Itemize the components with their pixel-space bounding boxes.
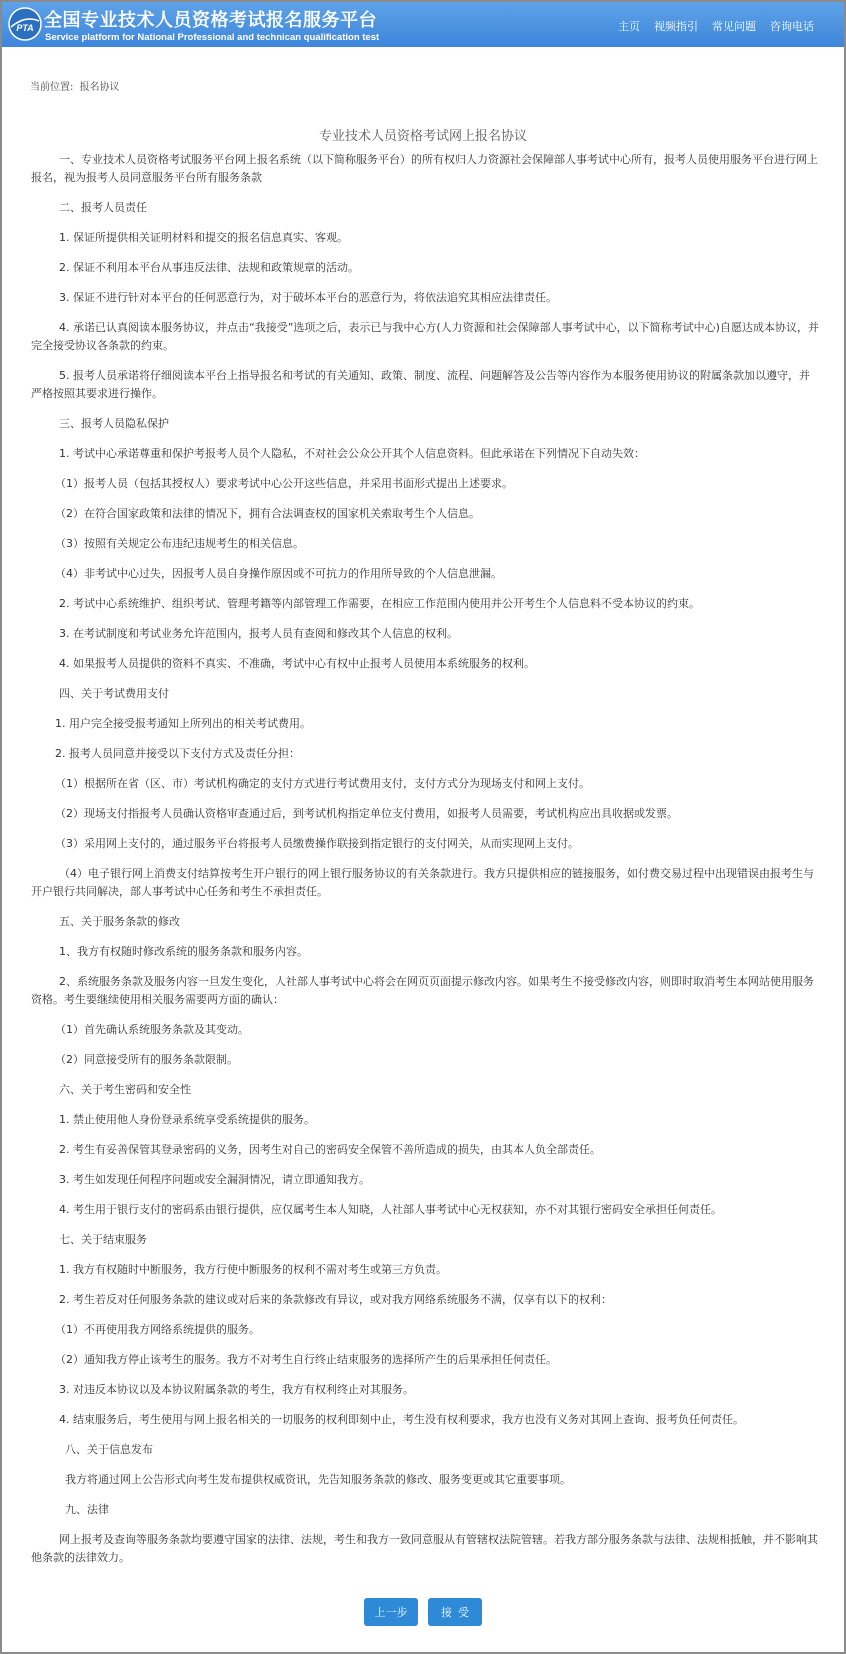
agreement-paragraph: （2）在符合国家政策和法律的情况下，拥有合法调查权的国家机关索取考生个人信息。 bbox=[55, 507, 480, 520]
breadcrumb-current: 报名协议 bbox=[79, 82, 120, 93]
breadcrumb bbox=[30, 78, 120, 93]
agreement-paragraph: 2. 保证不利用本平台从事违反法律、法规和政策规章的活动。 bbox=[59, 261, 359, 274]
action-buttons bbox=[2, 1598, 844, 1626]
agreement-paragraph: （4）电子银行网上消费支付结算按考生开户银行的网上银行服务协议的有关条款进行。我方只提供相应的链接服务，如付费交易过程中出现错误由报考生与开户银行共同解决，部人事考试中心任务和考生不承担责任。 bbox=[31, 867, 814, 898]
nav-faq[interactable]: 常见问题 bbox=[712, 20, 756, 33]
agreement-paragraph: 1. 禁止使用他人身份登录系统享受系统提供的服务。 bbox=[59, 1113, 315, 1126]
agreement-paragraph: 2. 考试中心系统维护、组织考试、管理考籍等内部管理工作需要，在相应工作范围内使用并公开考生个人信息料不受本协议的约束。 bbox=[59, 597, 700, 610]
agreement-paragraph: 1. 保证所提供相关证明材料和提交的报名信息真实、客观。 bbox=[59, 231, 348, 244]
agreement-paragraph: （3）采用网上支付的，通过服务平台将报考人员缴费操作联接到指定银行的支付网关，从而实现网上支付。 bbox=[55, 837, 579, 850]
agreement-paragraph: 1、我方有权随时修改系统的服务条款和服务内容。 bbox=[59, 945, 308, 958]
agreement-paragraph: 3. 考生如发现任何程序问题或安全漏洞情况，请立即通知我方。 bbox=[59, 1173, 370, 1186]
agreement-paragraph: （2）同意接受所有的服务条款限制。 bbox=[55, 1053, 238, 1066]
agreement-paragraph: （1）首先确认系统服务条款及其变动。 bbox=[55, 1023, 249, 1036]
section-heading: 二、报考人员责任 bbox=[59, 201, 147, 214]
agreement-paragraph: （1）不再使用我方网络系统提供的服务。 bbox=[55, 1323, 260, 1336]
agreement-paragraph: （4）非考试中心过失，因报考人员自身操作原因或不可抗力的作用所导致的个人信息泄漏。 bbox=[55, 567, 502, 580]
agreement-paragraph: 1. 考试中心承诺尊重和保护考报考人员个人隐私，不对社会公众公开其个人信息资料。但此承诺在下列情况下自动失效： bbox=[59, 447, 645, 460]
site-title: 全国专业技术人员资格考试报名服务平台 bbox=[44, 10, 377, 31]
agreement-paragraph: 3. 在考试制度和考试业务允许范围内，报考人员有查阅和修改其个人信息的权利。 bbox=[59, 627, 458, 640]
agreement-paragraph: 2. 报考人员同意并接受以下支付方式及责任分担： bbox=[55, 747, 300, 760]
agreement-paragraph: 我方将通过网上公告形式向考生发布提供权威资讯，先告知服务条款的修改、服务变更或其它重要事项。 bbox=[65, 1473, 571, 1486]
agreement-paragraph: 4. 如果报考人员提供的资料不真实、不准确，考试中心有权中止报考人员使用本系统服务的权利。 bbox=[59, 657, 535, 670]
agreement-paragraph: （3）按照有关规定公布违纪违规考生的相关信息。 bbox=[55, 537, 304, 550]
section-heading: 三、报考人员隐私保护 bbox=[59, 417, 169, 430]
agreement-paragraph: 4. 结束服务后，考生使用与网上报名相关的一切服务的权利即刻中止，考生没有权利要求，我方也没有义务对其网上查询、报考负任何责任。 bbox=[59, 1413, 744, 1426]
agreement-title: 专业技术人员资格考试网上报名协议 bbox=[318, 129, 527, 144]
breadcrumb-label: 当前位置: bbox=[30, 82, 74, 93]
accept-button[interactable]: 接受 bbox=[428, 1598, 482, 1626]
site-subtitle: Service platform for National Professional and technican qualification test bbox=[45, 32, 380, 43]
agreement-paragraph: 2. 考生若反对任何服务条款的建议或对后来的条款修改有异议，或对我方网络系统服务不满，仅享有以下的权利： bbox=[59, 1293, 612, 1306]
section-heading: 八、关于信息发布 bbox=[65, 1443, 153, 1456]
section-heading: 四、关于考试费用支付 bbox=[59, 687, 169, 700]
top-nav bbox=[618, 18, 814, 34]
nav-home[interactable]: 主页 bbox=[618, 20, 640, 33]
site-header bbox=[2, 2, 844, 47]
nav-video-guide[interactable]: 视频指引 bbox=[654, 20, 698, 33]
agreement-paragraph: （2）通知我方停止该考生的服务。我方不对考生自行终止结束服务的选择所产生的后果承担任何责任。 bbox=[55, 1353, 557, 1366]
agreement-paragraph: 1. 我方有权随时中断服务，我方行使中断服务的权利不需对考生或第三方负责。 bbox=[59, 1263, 447, 1276]
agreement-paragraph: 2、系统服务条款及服务内容一旦发生变化，人社部人事考试中心将会在网页页面提示修改内容。如果考生不接受修改内容，则即时取消考生本网站使用服务资格。考生要继续使用相关服务需要两方面的确认： bbox=[31, 975, 814, 1006]
section-heading: 五、关于服务条款的修改 bbox=[59, 915, 180, 928]
pta-logo-icon bbox=[8, 7, 42, 41]
agreement-paragraph: （1）报考人员（包括其授权人）要求考试中心公开这些信息，并采用书面形式提出上述要求。 bbox=[55, 477, 513, 490]
nav-hotline[interactable]: 咨询电话 bbox=[770, 20, 814, 33]
prev-step-button[interactable]: 上一步 bbox=[364, 1598, 418, 1626]
section-heading: 六、关于考生密码和安全性 bbox=[59, 1083, 191, 1096]
agreement-paragraph: （1）根据所在省（区、市）考试机构确定的支付方式进行考试费用支付，支付方式分为现场支付和网上支付。 bbox=[55, 777, 590, 790]
agreement-paragraph: 一、专业技术人员资格考试服务平台网上报名系统（以下简称服务平台）的所有权归人力资源社会保障部人事考试中心所有，报考人员使用服务平台进行网上报名，视为报考人员同意服务平台所有服务条款 bbox=[31, 153, 818, 184]
section-heading: 九、法律 bbox=[65, 1503, 109, 1516]
agreement-paragraph: 2. 考生有妥善保管其登录密码的义务，因考生对自己的密码安全保管不善所造成的损失，由其本人负全部责任。 bbox=[59, 1143, 601, 1156]
logo-text: PTA bbox=[16, 23, 34, 33]
agreement-paragraph: 3. 保证不进行针对本平台的任何恶意行为，对于破坏本平台的恶意行为，将依法追究其相应法律责任。 bbox=[59, 291, 557, 304]
agreement-paragraph: 网上报考及查询等服务条款均要遵守国家的法律、法规，考生和我方一致同意服从有管辖权法院管辖。若我方部分服务条款与法律、法规相抵触，并不影响其他条款的法律效力。 bbox=[31, 1533, 818, 1564]
agreement-paragraph: 4. 承诺已认真阅读本服务协议，并点击“我接受”选项之后，表示已与我中心方(人力资源和社会保障部人事考试中心，以下简称考试中心)自愿达成本协议，并完全接受协议各条款的约束。 bbox=[31, 321, 819, 352]
agreement-paragraph: 1. 用户完全接受报考通知上所列出的相关考试费用。 bbox=[55, 717, 311, 730]
agreement-paragraph: （2）现场支付指报考人员确认资格审查通过后，到考试机构指定单位支付费用，如报考人员需要，考试机构应出具收据或发票。 bbox=[55, 807, 678, 820]
agreement-paragraph: 5. 报考人员承诺将仔细阅读本平台上指导报名和考试的有关通知、政策、制度、流程、问题解答及公告等内容作为本服务使用协议的附属条款加以遵守，并严格按照其要求进行操作。 bbox=[31, 369, 810, 400]
agreement-paragraph: 3. 对违反本协议以及本协议附属条款的考生，我方有权利终止对其服务。 bbox=[59, 1383, 414, 1396]
agreement-body bbox=[31, 151, 819, 1579]
agreement-paragraph: 4. 考生用于银行支付的密码系由银行提供，应仅属考生本人知晓，人社部人事考试中心无权获知，亦不对其银行密码安全承担任何责任。 bbox=[59, 1203, 722, 1216]
section-heading: 七、关于结束服务 bbox=[59, 1233, 147, 1246]
